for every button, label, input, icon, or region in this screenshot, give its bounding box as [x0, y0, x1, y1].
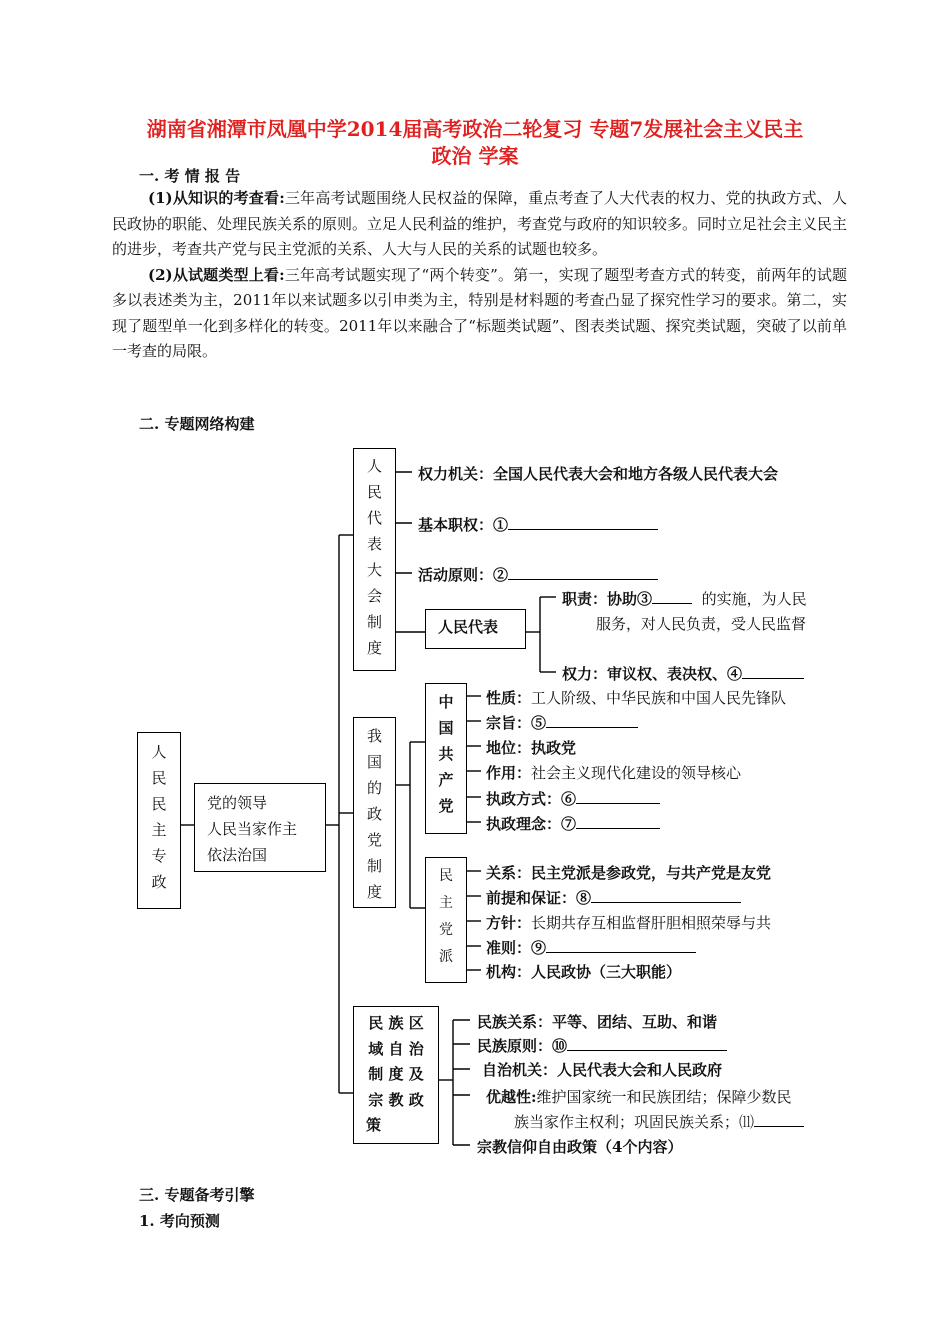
blank-2 [508, 565, 658, 580]
ethnic-line: 策 [366, 1116, 382, 1134]
ethnic-line: 宗 教 政 [368, 1090, 424, 1109]
npc-principle-text: 活动原则：② [418, 566, 509, 584]
purpose-text: 宗旨：⑤ [486, 714, 547, 732]
center-line: 人民当家作主 [207, 820, 298, 838]
party-char: 党 [366, 831, 382, 849]
root-char: 主 [151, 821, 167, 839]
center-line: 依法治国 [207, 846, 268, 864]
ethnic-relation: 民族关系：平等、团结、互助、和谐 [477, 1013, 718, 1031]
cpc-status: 地位：执政党 [486, 739, 577, 757]
cpc-nature [486, 687, 786, 708]
resp-text1: 的实施，为人民 [701, 590, 807, 608]
ethnic-principle [477, 1035, 727, 1056]
section1-heading: 一. 考 情 报 告 [139, 167, 241, 185]
party-char: 度 [366, 883, 382, 901]
cpc-concept [486, 813, 660, 834]
root-char: 政 [151, 873, 167, 891]
para1-label: (1)从知识的考查看: [148, 189, 285, 207]
blank-8 [591, 888, 741, 903]
npc-char: 大 [366, 561, 382, 579]
npc-duty-text: 基本职权：① [418, 516, 509, 534]
policy-text: 长期共存互相监督肝胆相照荣辱与共 [531, 914, 772, 932]
section2-heading: 二. 专题网络构建 [139, 415, 255, 433]
party-char: 我 [366, 727, 382, 745]
root-char: 人 [151, 743, 167, 761]
party-char: 政 [366, 805, 382, 823]
npc-char: 代 [366, 509, 382, 527]
policy-label: 方针： [486, 914, 532, 932]
cpc-purpose [486, 712, 638, 733]
page-title-line1: 湖南省湘潭市凤凰中学2014届高考政治二轮复习 专题7发展社会主义民主 [146, 117, 804, 141]
rights-text: 权力：审议权、表决权、④ [562, 665, 743, 683]
ethnic-religion: 宗教信仰自由政策（4个内容） [477, 1138, 683, 1156]
npc-system-box [353, 448, 396, 671]
dem-relation: 关系：民主党派是参政党，与共产党是友党 [486, 864, 772, 882]
deputy-box: 人民代表 [425, 609, 526, 649]
page-title-line2: 政治 学案 [431, 144, 519, 168]
blank-1 [508, 515, 658, 530]
ethnic-principle-text: 民族原则：⑩ [477, 1037, 568, 1055]
method-text: 执政方式：⑥ [486, 790, 577, 808]
ethnic-advantage [486, 1086, 792, 1107]
npc-char: 表 [366, 535, 382, 553]
npc-char: 会 [366, 587, 382, 605]
democratic-parties-box [425, 857, 467, 983]
root-box-people-democratic-dictatorship [137, 732, 181, 909]
ethnic-advantage-cont [514, 1111, 804, 1132]
para2-text: 三年高考试题实现了“两个转变”。第一，实现了题型考查方式的转变，前两年的试题多以表述类为主，2011年以来试题多以引申类为主，特别是材料题的考查凸显了探究性学习的要求。第二，实现了题型单一化到多样化的转变。2011年以来融合了“标题类试题”、图表类试题、探究类试题，突破了以前单一考查的局限。 [112, 265, 848, 360]
section3-heading: 三. 专题备考引擎 [139, 1186, 255, 1204]
cpc-box [425, 683, 467, 834]
cpc-char: 党 [438, 797, 454, 815]
advantage-text2: 族当家作主权利；巩固民族关系；⑾ [514, 1113, 755, 1131]
blank-9 [546, 938, 696, 953]
npc-char: 人 [366, 457, 382, 475]
dem-premise [486, 887, 741, 908]
dem-rule [486, 937, 696, 958]
role-label: 作用： [486, 764, 532, 782]
premise-text: 前提和保证：⑧ [486, 889, 592, 907]
ethnic-line: 民 族 区 [368, 1014, 424, 1032]
para1-text: 三年高考试题围绕人民权益的保障，重点考查了人大代表的权力、党的执政方式、人民政协的职能、处理民族关系的原则。立足人民利益的维护，考查党与政府的知识较多。同时立足社会主义民主的进步，考查共产党与民主党派的关系、人大与人民的关系的试题也较多。 [112, 189, 848, 258]
cpc-char: 国 [438, 719, 454, 737]
blank-5 [546, 713, 638, 728]
cpc-char: 共 [438, 745, 454, 763]
npc-char: 度 [366, 639, 382, 657]
party-system-box [353, 717, 396, 908]
blank-4 [742, 664, 804, 679]
nature-text: 工人阶级、中华民族和中国人民先锋队 [531, 689, 787, 707]
party-char: 制 [366, 857, 382, 875]
ethnic-organ: 自治机关：人民代表大会和人民政府 [482, 1061, 723, 1079]
ethnic-line: 制 度 及 [368, 1065, 424, 1083]
npc-duty [418, 514, 658, 535]
center-line: 党的领导 [207, 794, 268, 812]
npc-char: 民 [366, 483, 382, 501]
dem-char: 派 [439, 949, 453, 965]
npc-power-organ: 权力机关：全国人民代表大会和地方各级人民代表大会 [418, 465, 779, 483]
party-char: 的 [366, 779, 382, 797]
dem-char: 党 [439, 922, 453, 938]
dem-org: 机构：人民政协（三大职能） [486, 963, 682, 981]
root-char: 民 [151, 769, 167, 787]
deputy-rights [562, 663, 804, 684]
dem-char: 民 [439, 868, 453, 884]
nature-label: 性质： [486, 689, 532, 707]
cpc-char: 产 [438, 771, 454, 789]
deputy-responsibility [562, 588, 807, 609]
dem-char: 主 [439, 895, 453, 911]
blank-10 [567, 1036, 727, 1051]
cpc-method [486, 788, 660, 809]
dem-policy [486, 912, 771, 933]
root-char: 民 [151, 795, 167, 813]
para2-label: (2)从试题类型上看: [148, 265, 285, 284]
ethnic-autonomy-box [353, 1006, 439, 1144]
section3-sub1: 1. 考向预测 [139, 1212, 220, 1230]
cpc-role [486, 762, 741, 783]
npc-char: 制 [366, 613, 382, 631]
root-char: 专 [151, 847, 167, 865]
center-box-three-principles [194, 783, 326, 872]
resp-label: 职责：协助③ [562, 590, 653, 608]
blank-6 [576, 789, 660, 804]
cpc-char: 中 [438, 693, 454, 711]
deputy-responsibility-cont: 服务，对人民负责，受人民监督 [596, 615, 807, 633]
advantage-label: 优越性: [486, 1088, 537, 1106]
blank-11 [754, 1112, 804, 1127]
role-text: 社会主义现代化建设的领导核心 [531, 764, 742, 782]
npc-principle [418, 564, 658, 585]
party-char: 国 [366, 753, 382, 771]
blank-7 [576, 814, 660, 829]
blank-3 [652, 589, 692, 604]
rule-text: 准则：⑨ [486, 939, 547, 957]
ethnic-line: 域 自 治 [368, 1039, 424, 1058]
advantage-text1: 维护国家统一和民族团结；保障少数民 [536, 1088, 792, 1106]
concept-text: 执政理念：⑦ [486, 815, 577, 833]
